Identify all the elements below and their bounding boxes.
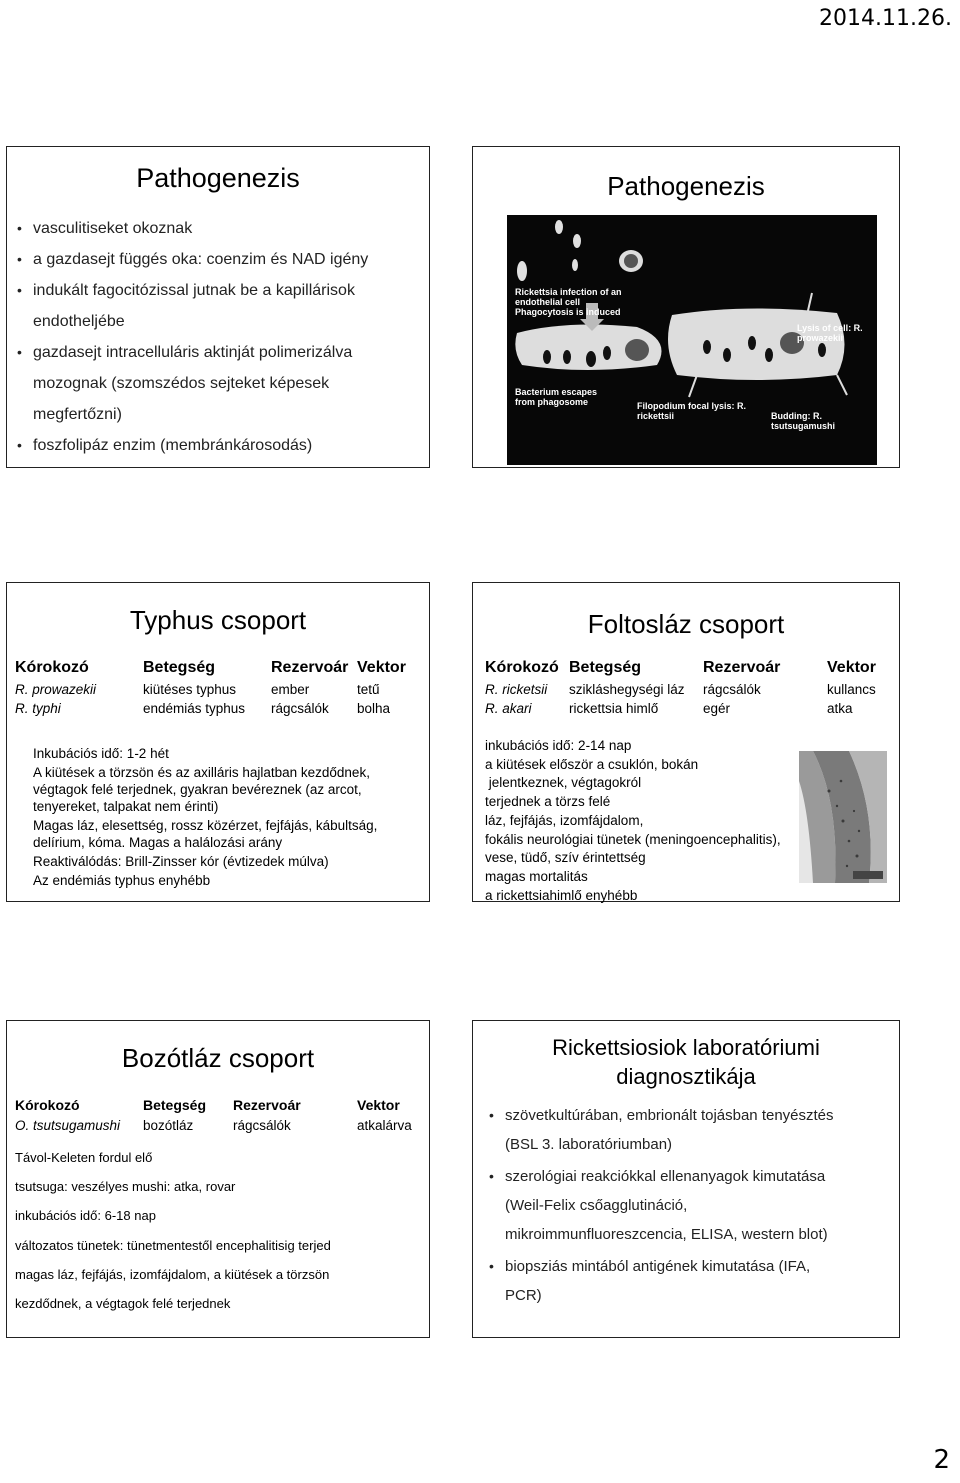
- cell: kiütéses typhus: [143, 682, 237, 697]
- bullet-list: [15, 213, 415, 461]
- cell: R. akari: [485, 701, 532, 716]
- cell: bozótláz: [143, 1118, 194, 1133]
- label-filopodium: Filopodium focal lysis: R. rickettsii: [637, 401, 747, 421]
- rash-photo-image: [799, 751, 887, 883]
- slide-title: Pathogenezis: [607, 171, 765, 201]
- text-line: tsutsuga: veszélyes mushi: atka, rovar: [15, 1179, 236, 1195]
- pathogenesis-diagram: [507, 215, 877, 465]
- slide-title: Rickettsiosiok laboratóriumi diagnosztikája: [552, 1035, 820, 1089]
- bullet-line: (BSL 3. laboratóriumban): [505, 1136, 673, 1153]
- description: [33, 745, 403, 891]
- label-budding: Budding: R. tsutsugamushi: [771, 411, 836, 431]
- table-row: [15, 680, 415, 699]
- text-line: fokális neurológiai tünetek (meningoencephalitis),: [485, 831, 781, 847]
- text-line: a kiütések először a csuklón, bokán: [485, 756, 699, 772]
- slide-foltoslaz-csoport: [472, 582, 900, 902]
- cell: tetű: [357, 682, 380, 697]
- col-header: Betegség: [143, 659, 216, 676]
- text-line: inkubációs idő: 2-14 nap: [485, 738, 632, 753]
- slide-laboratoriumi-diagnosztika: [472, 1020, 900, 1338]
- bullet-item: • a gazdasejt függés oka: coenzim és NAD igény: [15, 244, 415, 275]
- cell: rickettsia himlő: [569, 701, 659, 716]
- bullet-line: • szövetkultúrában, embrionált tojásban tenyésztés: [505, 1107, 834, 1124]
- page-number: 2: [933, 1445, 950, 1475]
- cell: egér: [703, 701, 731, 716]
- cell: O. tsutsugamushi: [15, 1118, 121, 1133]
- col-header: Kórokozó: [15, 659, 89, 676]
- cell: atkalárva: [357, 1118, 412, 1133]
- label-escape: Bacterium escapes from phagosome: [515, 387, 598, 407]
- cell: R. prowazekii: [15, 682, 97, 697]
- bullet-line: • biopsziás mintából antigének kimutatása (IFA,: [505, 1258, 811, 1275]
- paragraph: Inkubációs idő: 1-2 hét: [33, 746, 169, 761]
- label-infection: Rickettsia infection of an endothelial cell Phagocytosis is induced: [515, 287, 622, 317]
- description: [15, 1143, 420, 1318]
- slide-typhus-csoport: [6, 582, 430, 902]
- slide-bozotlaz-csoport: [6, 1020, 430, 1338]
- description: [485, 737, 805, 905]
- slide-pathogenezis-text: [6, 146, 430, 468]
- cell: rágcsálók: [703, 682, 761, 697]
- text-line: Távol-Keleten fordul elő: [15, 1150, 153, 1165]
- col-header: Rezervoár: [271, 659, 349, 676]
- cell: ember: [271, 682, 310, 697]
- slide-pathogenezis-figure: [472, 146, 900, 468]
- bullet-line: mikroimmunfluoreszcencia, ELISA, western blot): [505, 1226, 828, 1243]
- table-row: [485, 699, 885, 718]
- bullet-item: • foszfolipáz enzim (membránkárosodás): [15, 430, 415, 461]
- cell: R. ricketsii: [485, 682, 548, 697]
- paragraph: Az endémiás typhus enyhébb: [33, 873, 211, 888]
- text-line: terjednek a törzs felé: [485, 794, 611, 810]
- bullet-item: [487, 1252, 892, 1310]
- cell: rágcsálók: [271, 701, 329, 716]
- col-header: Kórokozó: [485, 659, 559, 676]
- paragraph: Reaktiválódás: Brill-Zinsser kór (évtizedek múlva): [33, 854, 329, 869]
- bullet-item: [487, 1162, 892, 1249]
- bullet-item: • indukált fagocitózissal jutnak be a kapillárisok endotheljébe: [15, 275, 415, 337]
- table-row: [485, 680, 885, 699]
- bullet-item: • gazdasejt intracelluláris aktinját polimerizálva mozognak (szomszédos sejteket képesek megfertőzni): [15, 337, 415, 430]
- pathogen-table: [15, 659, 415, 718]
- pathogen-table: [15, 1097, 425, 1135]
- bullet-item: • vasculitiseket okoznak: [15, 213, 415, 244]
- text-line: vese, tüdő, szív érintettség: [485, 850, 646, 866]
- col-header: Kórokozó: [15, 1097, 80, 1113]
- text-line: magas láz, fejfájás, izomfájdalom, a kiütések a törzsön: [15, 1266, 330, 1282]
- text-line: láz, fejfájás, izomfájdalom,: [485, 812, 644, 828]
- cell: endémiás typhus: [143, 701, 246, 716]
- cell: atka: [827, 701, 853, 716]
- slide-title: Pathogenezis: [136, 163, 300, 193]
- text-line: kezdődnek, a végtagok felé terjednek: [15, 1296, 231, 1312]
- bullet-line: PCR): [505, 1287, 542, 1304]
- bullet-list: [487, 1101, 892, 1310]
- bullet-line: • szerológiai reakciókkal ellenanyagok kimutatása: [505, 1168, 826, 1185]
- label-lysis: Lysis of cell: R. prowazekii: [797, 323, 863, 343]
- cell: rágcsálók: [233, 1118, 291, 1133]
- slide-title: Typhus csoport: [129, 605, 307, 635]
- text-line: jelentkeznek, végtagokról: [485, 775, 642, 791]
- text-line: inkubációs idő: 6-18 nap: [15, 1208, 156, 1224]
- text-line: változatos tünetek: tünetmentestől encephalitisig terjed: [15, 1237, 331, 1253]
- bullet-line: (Weil-Felix csőagglutináció,: [505, 1197, 688, 1214]
- col-header: Betegség: [569, 659, 642, 676]
- cell: bolha: [357, 701, 391, 716]
- col-header: Betegség: [143, 1097, 207, 1113]
- pathogen-table: [485, 659, 885, 718]
- rash-photo: [799, 751, 887, 883]
- col-header: Rezervoár: [703, 659, 781, 676]
- paragraph: Magas láz, elesettség, rossz közérzet, fejfájás, kábultság, delírium, kóma. Magas a halálozási arány: [33, 818, 378, 850]
- paragraph: A kiütések a törzsön és az axilláris hajlatban kezdődnek, végtagok felé terjednek, gyakran bevéreznek (az arcot, tenyereket, talpakat nem érinti): [33, 765, 370, 814]
- text-line: a rickettsiahimlő enyhébb: [485, 887, 638, 903]
- cell: szikláshegységi láz: [569, 682, 685, 697]
- text-line: magas mortalitás: [485, 868, 588, 884]
- table-row: [15, 1116, 425, 1135]
- col-header: Vektor: [357, 1097, 400, 1113]
- cell: kullancs: [827, 682, 876, 697]
- bullet-item: [487, 1101, 892, 1159]
- table-row: [15, 699, 415, 718]
- col-header: Rezervoár: [233, 1097, 301, 1113]
- header-date: 2014.11.26.: [819, 6, 952, 31]
- col-header: Vektor: [357, 659, 406, 676]
- col-header: Vektor: [827, 659, 876, 676]
- slide-title: Bozótláz csoport: [121, 1043, 315, 1073]
- cell: R. typhi: [15, 701, 61, 716]
- slide-title: Foltosláz csoport: [587, 609, 785, 639]
